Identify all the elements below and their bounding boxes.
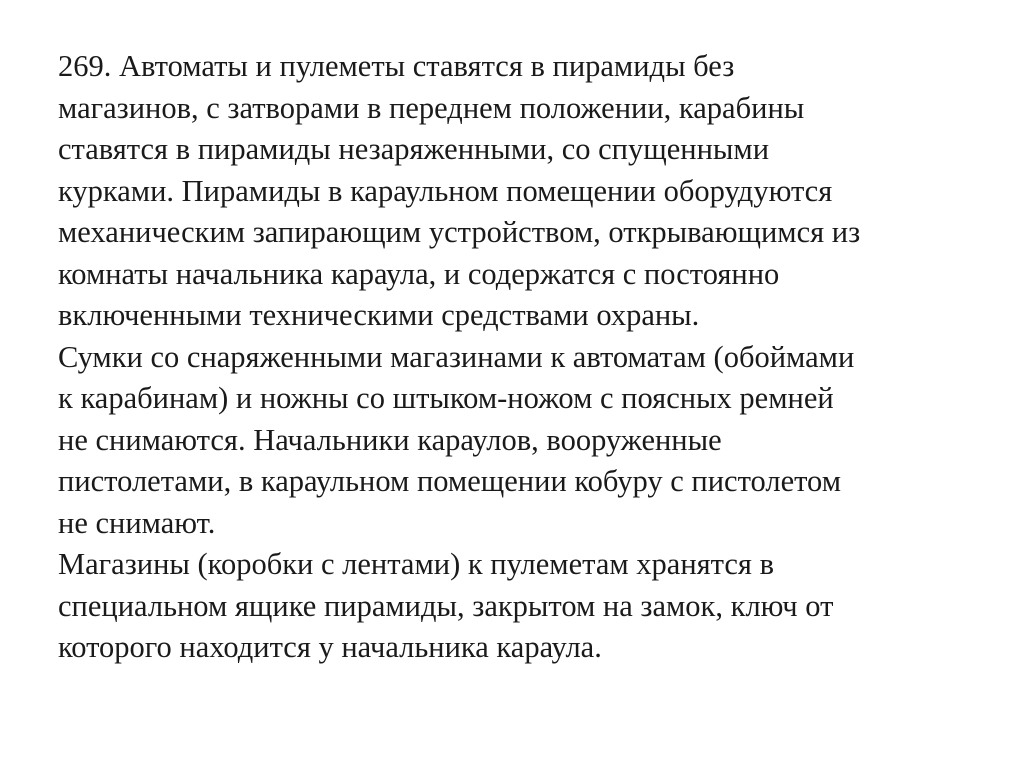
text-line-10: не снимаются. Начальники караулов, вооруженные bbox=[58, 422, 722, 457]
text-line-5: механическим запирающим устройством, открывающимся из bbox=[58, 215, 861, 249]
text-line-2: магазинов, с затворами в переднем положении, карабины bbox=[58, 90, 805, 125]
text-line-3: ставятся в пирамиды незаряженными, со спущенными bbox=[58, 132, 770, 166]
text-line-14: специальном ящике пирамиды, закрытом на замок, ключ от bbox=[58, 588, 834, 623]
text-line-13: Магазины (коробки с лентами) к пулеметам хранятся в bbox=[58, 547, 774, 581]
text-line-6: комнаты начальника караула, и содержатся с постоянно bbox=[58, 256, 780, 291]
text-line-9: к карабинам) и ножны со штыком-ножом с поясных ремней bbox=[58, 381, 834, 415]
text-line-11: пистолетами, в караульном помещении кобуру с пистолетом bbox=[58, 464, 842, 498]
text-line-7: включенными техническими средствами охраны. bbox=[58, 298, 700, 332]
body-text bbox=[58, 46, 998, 669]
text-line-1: 269. Автоматы и пулеметы ставятся в пирамиды без bbox=[58, 49, 735, 83]
text-line-15: которого находится у начальника караула. bbox=[58, 630, 602, 664]
text-line-4: курками. Пирамиды в караульном помещении оборудуются bbox=[58, 173, 833, 208]
text-line-8: Сумки со снаряженными магазинами к автоматам (обоймами bbox=[58, 339, 855, 374]
text-line-12: не снимают. bbox=[58, 505, 216, 540]
